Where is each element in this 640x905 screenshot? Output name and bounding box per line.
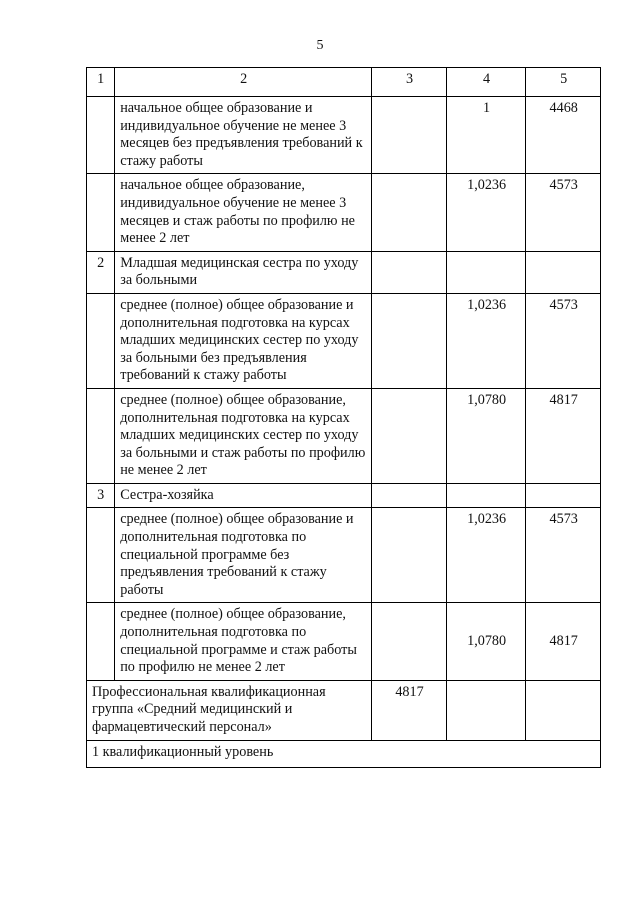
row-coefficient-cell: 1,0236	[446, 174, 526, 251]
salary-table	[86, 67, 601, 768]
group-base-salary-cell: 4817	[372, 680, 447, 740]
qualification-level-cell: 1 квалификационный уровень	[87, 740, 601, 767]
row-salary-cell: 4573	[526, 174, 601, 251]
row-number-cell	[87, 293, 115, 388]
row-salary-cell: 4817	[526, 388, 601, 483]
row-coefficient-cell: 1	[446, 97, 526, 174]
row-salary-cell	[526, 483, 601, 508]
table-row	[87, 251, 601, 293]
row-description-cell: начальное общее образование и индивидуальное обучение не менее 3 месяцев без предъявления требований к стажу работы	[115, 97, 372, 174]
row-coefficient-cell: 1,0780	[446, 603, 526, 680]
header-cell-5: 5	[526, 68, 601, 97]
group-col4-cell	[446, 680, 526, 740]
table-row	[87, 483, 601, 508]
level-row	[87, 740, 601, 767]
row-description-cell: среднее (полное) общее образование и дополнительная подготовка по специальной программе без предъявления требований к стажу работы	[115, 508, 372, 603]
row-description-cell: среднее (полное) общее образование, дополнительная подготовка на курсах младших медицинских сестер по уходу за больными и стаж работы по профилю не менее 2 лет	[115, 388, 372, 483]
row-salary-cell: 4573	[526, 508, 601, 603]
row-salary-cell: 4573	[526, 293, 601, 388]
row-col3-cell	[372, 508, 447, 603]
row-col3-cell	[372, 251, 447, 293]
row-number-cell	[87, 174, 115, 251]
row-salary-cell	[526, 251, 601, 293]
row-number-cell	[87, 388, 115, 483]
row-coefficient-cell: 1,0780	[446, 388, 526, 483]
group-title-cell: Профессиональная квалификационная группа «Средний медицинский и фармацевтический персонал»	[87, 680, 372, 740]
header-cell-2: 2	[115, 68, 372, 97]
page-number: 5	[316, 38, 324, 53]
row-number-cell	[87, 97, 115, 174]
row-coefficient-cell	[446, 483, 526, 508]
header-cell-3: 3	[372, 68, 447, 97]
header-cell-4: 4	[446, 68, 526, 97]
group-col5-cell	[526, 680, 601, 740]
table-row	[87, 97, 601, 174]
row-salary-cell: 4817	[526, 603, 601, 680]
row-description-cell: начальное общее образование, индивидуальное обучение не менее 3 месяцев и стаж работы по профилю не менее 2 лет	[115, 174, 372, 251]
table-row	[87, 388, 601, 483]
table-row	[87, 603, 601, 680]
table-row	[87, 174, 601, 251]
table-row	[87, 508, 601, 603]
table-header-row	[87, 68, 601, 97]
row-number-cell: 3	[87, 483, 115, 508]
row-description-cell: среднее (полное) общее образование и дополнительная подготовка на курсах младших медицинских сестер по уходу за больными без предъявления требований к стажу работы	[115, 293, 372, 388]
row-col3-cell	[372, 388, 447, 483]
row-coefficient-cell	[446, 251, 526, 293]
row-salary-cell: 4468	[526, 97, 601, 174]
row-coefficient-cell: 1,0236	[446, 293, 526, 388]
row-description-cell: Сестра-хозяйка	[115, 483, 372, 508]
table-row	[87, 293, 601, 388]
row-col3-cell	[372, 293, 447, 388]
row-col3-cell	[372, 483, 447, 508]
group-row	[87, 680, 601, 740]
row-col3-cell	[372, 97, 447, 174]
row-number-cell	[87, 508, 115, 603]
row-coefficient-cell: 1,0236	[446, 508, 526, 603]
row-number-cell: 2	[87, 251, 115, 293]
header-cell-1: 1	[87, 68, 115, 97]
row-description-cell: Младшая медицинская сестра по уходу за больными	[115, 251, 372, 293]
row-col3-cell	[372, 603, 447, 680]
row-col3-cell	[372, 174, 447, 251]
row-number-cell	[87, 603, 115, 680]
row-description-cell: среднее (полное) общее образование, дополнительная подготовка по специальной программе и стаж работы по профилю не менее 2 лет	[115, 603, 372, 680]
